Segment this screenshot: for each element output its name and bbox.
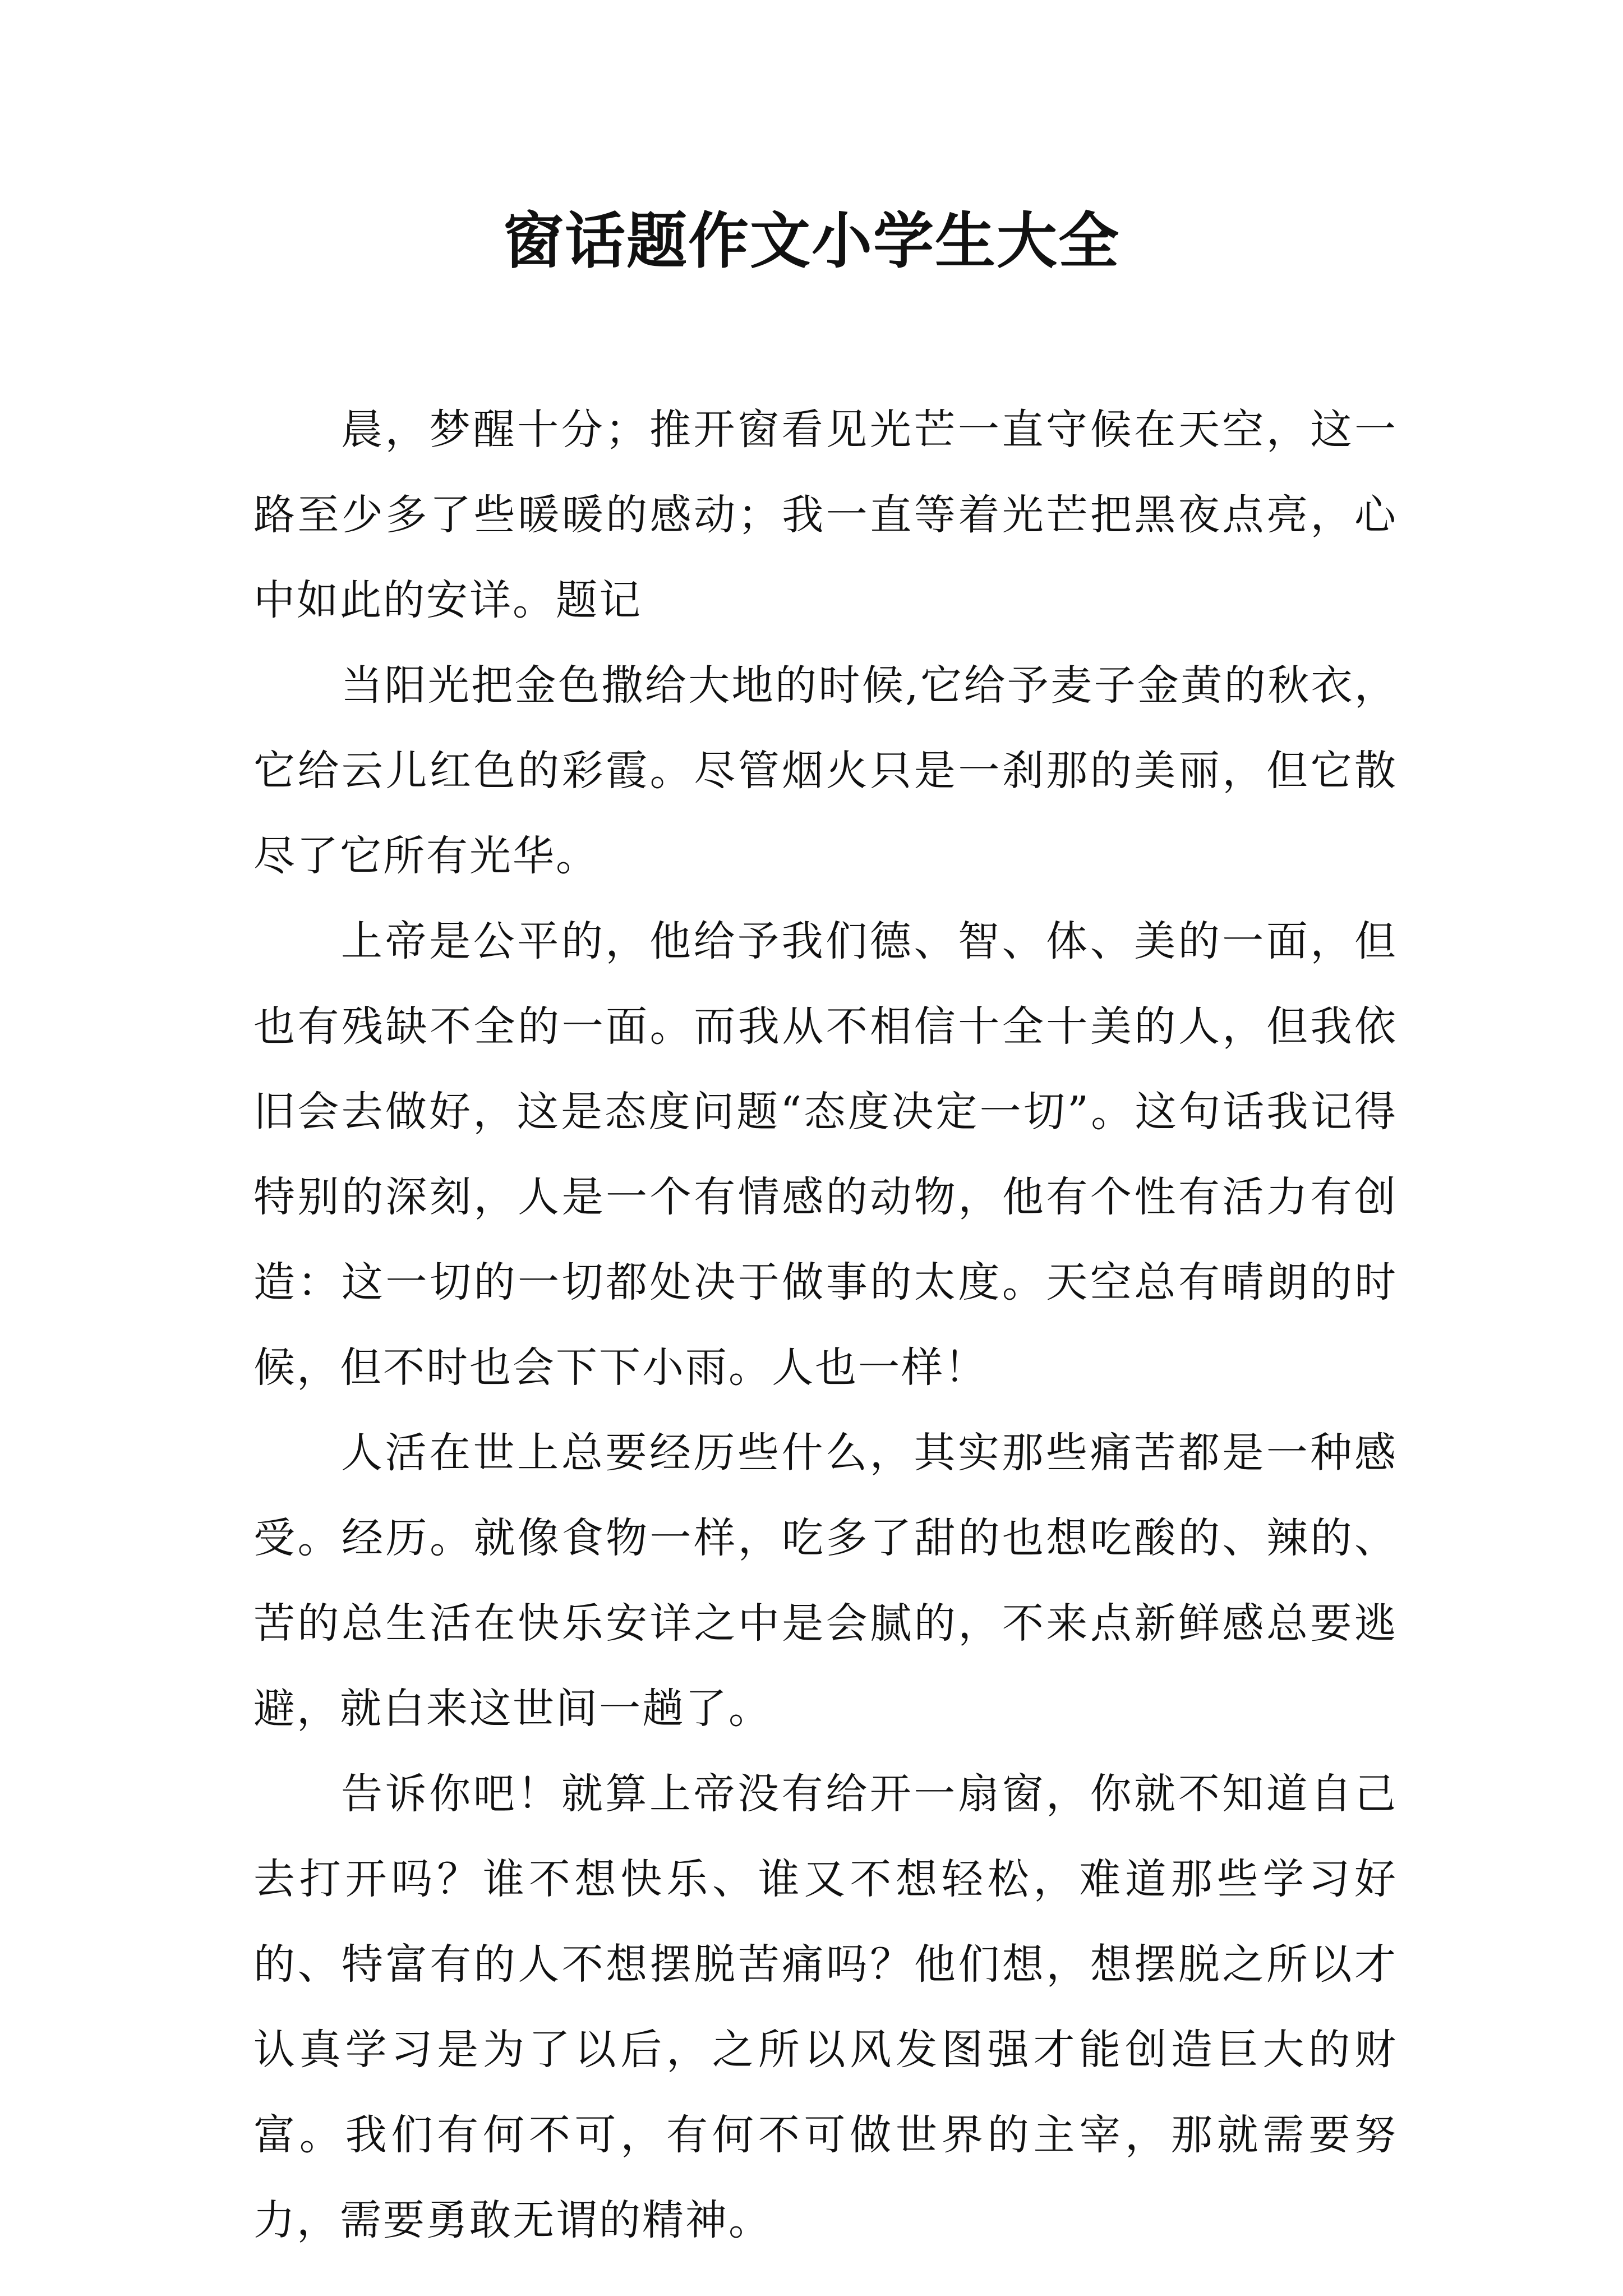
paragraph: 上帝是公平的，他给予我们德、智、体、美的一面，但也有残缺不全的一面。而我从不相信十全十美的人，但我依旧会去做好，这是态度问题“态度决定一切”。这句话我记得特别的深刻，人是一个有情感的动物，他有个性有活力有创造：这一切的一切都处决于做事的太度。天空总有晴朗的时候，但不时也会下下小雨。人也一样！ (253, 917, 1398, 1392)
document-body (253, 387, 1398, 2263)
paragraph: 人活在世上总要经历些什么，其实那些痛苦都是一种感受。经历。就像食物一样，吃多了甜的也想吃酸的、辣的、苦的总生活在快乐安详之中是会腻的，不来点新鲜感总要逃避，就白来这世间一趟了。 (253, 1429, 1398, 1733)
paragraph: 晨，梦醒十分；推开窗看见光芒一直守候在天空，这一路至少多了些暖暖的感动；我一直等着光芒把黑夜点亮，心中如此的安详。题记 (253, 406, 1398, 624)
paragraph: 当阳光把金色撒给大地的时候,它给予麦子金黄的秋衣，它给云儿红色的彩霞。尽管烟火只是一刹那的美丽，但它散尽了它所有光华。 (253, 661, 1398, 880)
paragraph: 告诉你吧！就算上帝没有给开一扇窗，你就不知道自己去打开吗？谁不想快乐、谁又不想轻松，难道那些学习好的、特富有的人不想摆脱苦痛吗？他们想，想摆脱之所以才认真学习是为了以后，之所以风发图强才能创造巨大的财富。我们有何不可，有何不可做世界的主宰，那就需要努力，需要勇敢无谓的精神。 (253, 1770, 1398, 2244)
document-title: 窗话题作文小学生大全 (502, 206, 1120, 277)
